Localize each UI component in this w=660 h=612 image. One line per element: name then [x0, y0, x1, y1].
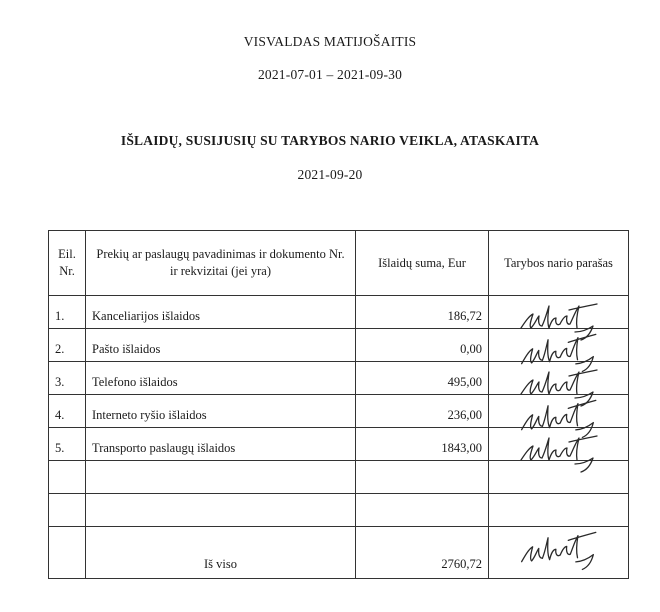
total-amount: 2760,72 — [356, 527, 489, 579]
report-date: 2021-09-20 — [297, 167, 363, 182]
signature-cell — [489, 527, 629, 579]
signature-cell — [489, 395, 629, 428]
total-row — [49, 527, 629, 579]
row-amount: 1843,00 — [356, 428, 489, 461]
row-name: Kanceliarijos išlaidos — [86, 296, 356, 329]
row-name: Interneto ryšio išlaidos — [86, 395, 356, 428]
signature-icon — [517, 430, 601, 474]
table-row — [49, 362, 629, 395]
table-row — [49, 296, 629, 329]
column-header-signature: Tarybos nario parašas — [489, 231, 629, 296]
row-nr: 3. — [49, 362, 86, 395]
row-amount: 186,72 — [356, 296, 489, 329]
signature-cell — [489, 329, 629, 362]
empty-row — [49, 494, 629, 527]
row-name: Pašto išlaidos — [86, 329, 356, 362]
column-header-nr: Eil. Nr. — [49, 231, 86, 296]
column-header-name: Prekių ar paslaugų pavadinimas ir dokumento Nr. ir rekvizitai (jei yra) — [86, 231, 356, 296]
expenses-table — [48, 230, 629, 579]
table-row — [49, 329, 629, 362]
report-title: IŠLAIDŲ, SUSIJUSIŲ SU TARYBOS NARIO VEIKLA, ATASKAITA — [120, 133, 540, 148]
column-header-amount: Išlaidų suma, Eur — [356, 231, 489, 296]
signature-cell — [489, 362, 629, 395]
row-name: Transporto paslaugų išlaidos — [86, 428, 356, 461]
row-nr: 4. — [49, 395, 86, 428]
row-nr: 2. — [49, 329, 86, 362]
total-label: Iš viso — [86, 527, 356, 579]
table-row — [49, 428, 629, 461]
row-nr: 5. — [49, 428, 86, 461]
row-name: Telefono išlaidos — [86, 362, 356, 395]
signature-icon — [516, 526, 603, 576]
row-amount: 236,00 — [356, 395, 489, 428]
row-amount: 495,00 — [356, 362, 489, 395]
signature-cell — [489, 428, 629, 461]
table-row — [49, 395, 629, 428]
table-header-row — [49, 231, 629, 296]
row-nr: 1. — [49, 296, 86, 329]
row-amount: 0,00 — [356, 329, 489, 362]
signature-cell — [489, 296, 629, 329]
person-name: VISVALDAS MATIJOŠAITIS — [243, 34, 417, 49]
report-period: 2021-07-01 – 2021-09-30 — [257, 67, 403, 82]
